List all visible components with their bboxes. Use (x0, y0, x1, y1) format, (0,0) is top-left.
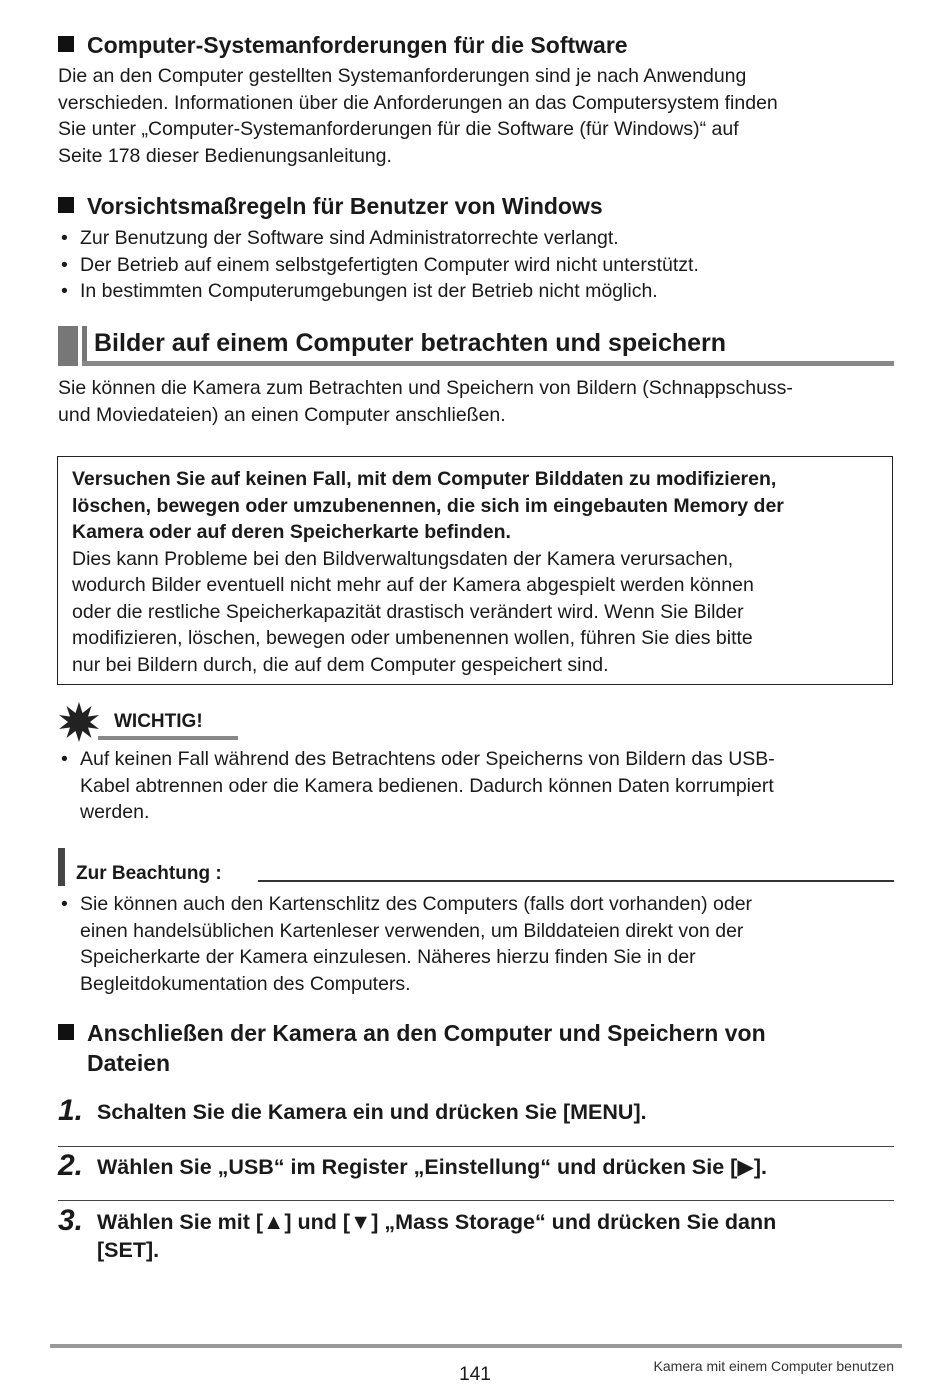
text-line: Die an den Computer gestellten Systemanforderungen sind je nach Anwendung (58, 65, 747, 87)
step-number: 1. (58, 1094, 84, 1127)
square-bullet-icon (58, 36, 74, 52)
text-line: [SET]. (97, 1238, 160, 1262)
heading-line (58, 1018, 898, 1048)
section-heading-windows-precautions (58, 191, 603, 221)
windows-precautions-list (58, 225, 898, 305)
warning-line: Dies kann Probleme bei den Bildverwaltungsdaten der Kamera verursachen, (72, 547, 734, 570)
page-number: 141 (459, 1364, 491, 1385)
main-section-title: Bilder auf einem Computer betrachten und speichern (94, 329, 727, 357)
section-bar-stripe (82, 326, 87, 366)
warning-box (57, 456, 893, 685)
note-rule (258, 880, 894, 882)
step-text: Schalten Sie die Kamera ein und drücken Sie [MENU]. (97, 1100, 647, 1124)
heading-text: Computer-Systemanforderungen für die Software (87, 32, 628, 58)
important-underline (98, 736, 238, 740)
main-section-intro (58, 375, 898, 428)
heading-text: Anschließen der Kamera an den Computer und Speichern von (87, 1020, 766, 1046)
text-line: werden. (80, 801, 150, 823)
warning-line: modifizieren, löschen, bewegen oder umbenennen wollen, führen Sie dies bitte (72, 627, 753, 649)
text-line: Kabel abtrennen oder die Kamera bedienen. Dadurch können Daten korrumpiert (80, 774, 774, 797)
step-number: 2. (58, 1149, 84, 1182)
system-requirements-paragraph (58, 63, 898, 169)
step-text: Wählen Sie „USB“ im Register „Einstellung“ und drücken Sie [▶]. (97, 1155, 767, 1179)
note-list (58, 891, 898, 997)
list-item: • Der Betrieb auf einem selbstgefertigten Computer wird nicht unterstützt. (58, 252, 898, 279)
text-line: Begleitdokumentation des Computers. (80, 972, 411, 995)
important-label: WICHTIG! (114, 711, 203, 732)
warning-line: oder die restliche Speicherkapazität drastisch verändert wird. Wenn Sie Bilder (72, 600, 744, 623)
starburst-icon (58, 702, 100, 742)
note-label: Zur Beachtung : (76, 863, 222, 884)
warning-bold-line: Kamera oder auf deren Speicherkarte befinden. (72, 521, 511, 543)
list-item (58, 746, 898, 826)
important-list (58, 746, 898, 826)
section-heading-connect-camera (58, 1018, 898, 1078)
footer-rule (50, 1344, 902, 1348)
list-item: • Zur Benutzung der Software sind Administratorrechte verlangt. (58, 225, 898, 252)
footer-chapter: Kamera mit einem Computer benutzen (653, 1358, 894, 1374)
step-divider (58, 1200, 894, 1201)
warning-bold-line: Versuchen Sie auf keinen Fall, mit dem Computer Bilddaten zu modifizieren, (72, 468, 777, 490)
text-line: Sie unter „Computer-Systemanforderungen für die Software (für Windows)“ auf (58, 118, 739, 140)
important-header (58, 702, 240, 742)
square-bullet-icon (58, 1024, 74, 1040)
text-line: einen handelsüblichen Kartenleser verwenden, um Bilddateien direkt von der (80, 919, 744, 942)
text-line: Speicherkarte der Kamera einzulesen. Näheres hierzu finden Sie in der (80, 946, 696, 968)
square-bullet-icon (58, 197, 74, 213)
step-divider (58, 1146, 894, 1147)
section-heading-system-requirements (58, 30, 628, 60)
list-item: • In bestimmten Computerumgebungen ist der Betrieb nicht möglich. (58, 278, 898, 305)
warning-line: wodurch Bilder eventuell nicht mehr auf der Kamera abgespielt werden können (72, 574, 754, 596)
text-line: • Auf keinen Fall während des Betrachtens oder Speicherns von Bildern das USB- (80, 748, 775, 770)
note-bar (58, 848, 65, 886)
warning-bold-line: löschen, bewegen oder umzubenennen, die sich im eingebauten Memory der (72, 494, 784, 517)
step-text (97, 1208, 776, 1264)
heading-text: Dateien (87, 1050, 171, 1076)
warning-line: nur bei Bildern durch, die auf dem Computer gespeichert sind. (72, 653, 609, 676)
text-line: verschieden. Informationen über die Anforderungen an das Computersystem finden (58, 91, 778, 114)
list-item (58, 891, 898, 997)
text-line: Sie können die Kamera zum Betrachten und Speichern von Bildern (Schnappschuss- (58, 377, 793, 399)
section-bar-underline (82, 361, 894, 366)
text-line: Wählen Sie mit [▲] und [▼] „Mass Storage“ und drücken Sie dann (97, 1210, 777, 1234)
step-number: 3. (58, 1204, 84, 1237)
text-line: • Sie können auch den Kartenschlitz des Computers (falls dort vorhanden) oder (80, 893, 753, 915)
text-line: Seite 178 dieser Bedienungsanleitung. (58, 144, 392, 167)
text-line: und Moviedateien) an einen Computer anschließen. (58, 403, 506, 426)
note-header (58, 848, 894, 888)
heading-line (58, 1048, 898, 1078)
section-bar-block (58, 326, 78, 366)
main-section-header (58, 326, 894, 366)
heading-text: Vorsichtsmaßregeln für Benutzer von Windows (87, 193, 603, 219)
